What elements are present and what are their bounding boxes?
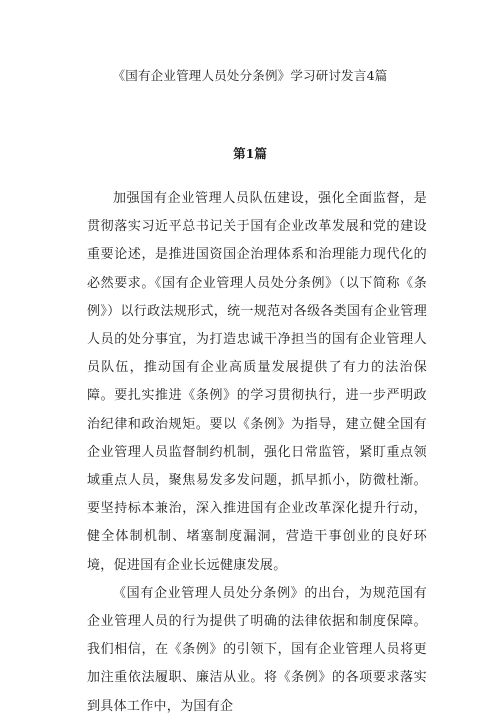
- body-paragraph-2: 《国有企业管理人员处分条例》的出台，为规范国有企业管理人员的行为提供了明确的法律依据和制度保障。我们相信，在《条例》的引领下，国有企业管理人员将更加注重依法履职、廉洁从业。将《条例》的各项要求落实到具体工作中，为国有企: [87, 585, 427, 714]
- document-body: [87, 185, 427, 721]
- body-paragraph-1: 加强国有企业管理人员队伍建设，强化全面监督，是贯彻落实习近平总书记关于国有企业改革发展和党的建设重要论述，是推进国资国企治理体系和治理能力现代化的必然要求。《国有企业管理人员处分条例》（以下简称《条例》）以行政法规形式，统一规范对各级各类国有企业管理人员的处分事宜，为打造忠诚干净担当的国有企业管理人员队伍，推动国有企业高质量发展提供了有力的法治保障。要扎实推进《条例》的学习贯彻执行，进一步严明政治纪律和政治规矩。要以《条例》为指导，建立健全国有企业管理人员监督制约机制，强化日常监管，紧盯重点领域重点人员，聚焦易发多发问题，抓早抓小，防微杜渐。要坚持标本兼治，深入推进国有企业改革深化提升行动，健全体制机制、堵塞制度漏洞，营造干事创业的良好环境，促进国有企业长远健康发展。: [87, 191, 427, 573]
- document-title: 《国有企业管理人员处分条例》学习研讨发言4篇: [112, 68, 388, 83]
- section-heading: 第1篇: [233, 146, 267, 161]
